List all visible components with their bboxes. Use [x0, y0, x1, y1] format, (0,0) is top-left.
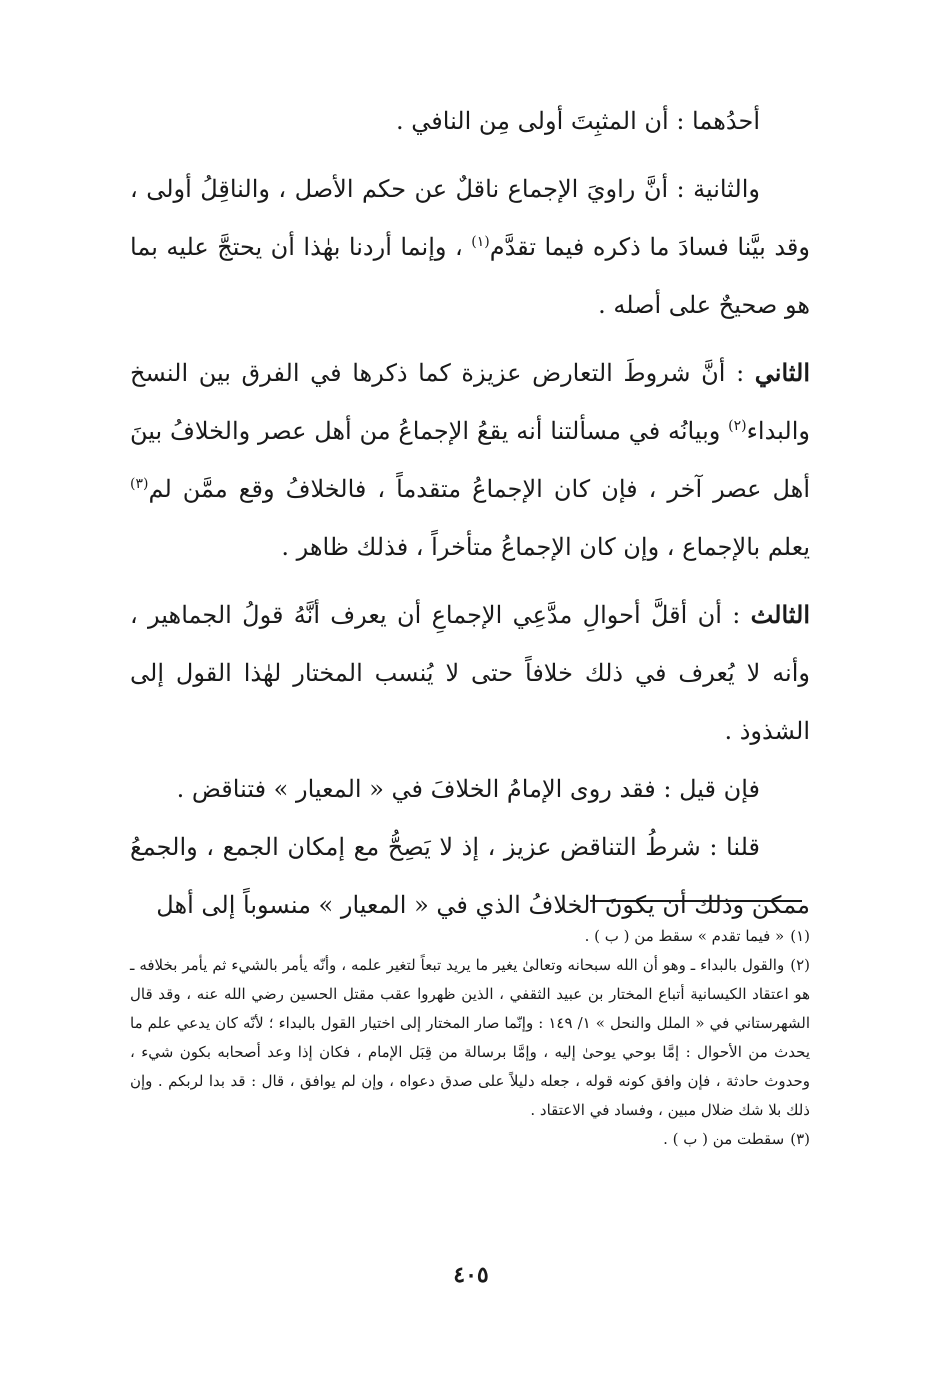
paragraph-1 — [130, 92, 810, 150]
paragraph-text: فإن قيل : فقد روى الإمامُ الخلافَ في « المعيار » فتناقض . — [176, 775, 760, 803]
section-lead: الثالث — [750, 600, 810, 629]
footnote-ref: (١) — [471, 234, 490, 250]
paragraph-text: : أنَّ شروطَ التعارض عزيزة كما ذكرها في الفرق بين النسخ والبداء — [130, 359, 810, 445]
paragraph-text: : أن أقلَّ أحوالِ مدَّعِي الإجماعِ أن يعرف أنَّهُ قولُ الجماهير ، وأنه لا يُعرف في ذلك خلافاً حتى لا يُنسب المختار لهٰذا القول إلى الشذوذ . — [130, 601, 810, 745]
paragraph-text: ، وإنما أردنا بهٰذا أن يحتجَّ عليه بما هو صحيحٌ على أصله . — [130, 233, 810, 319]
footnote-1 — [130, 922, 810, 951]
footnote-divider — [590, 900, 802, 902]
paragraph-5 — [130, 760, 810, 818]
footnote-text: « فيما تقدم » سقط من ( ب ) . — [584, 927, 785, 945]
page-number: ٤٠٥ — [453, 1262, 489, 1288]
footnote-text: والقول بالبداء ـ وهو أن الله سبحانه وتعالىٰ يغير ما يريد تبعاً لتغير علمه ، وأنّه يأمر بالشيء ثم يأمر بخلافه ـ هو اعتقاد الكيسانية أتباع المختار بن عبيد الثقفي ، الذين ظهروا عقب مقتل الحسين رضي الله عنه ، وقد قال الشهرستاني في « الملل والنحل » ١/ ١٤٩ : وإنّما صار المختار إلى اختيار القول بالبداء ؛ لأنّه كان يدعي علم ما يحدث من الأحوال : إمَّا بوحي يوحىٰ إليه ، وإمَّا برسالة من قِبَل الإمام ، فكان إذا وعد أصحابه بكون شيء ، وحدوث حادثة ، فإن وافق كونه قوله ، جعله دليلاً على صدق دعواه ، وإن لم يوافق ، قال : قد بدا لربكم . وإن ذلك بلا شك ضلال مبين ، وفساد في الاعتقاد . — [130, 956, 810, 1119]
footnote-3 — [130, 1125, 810, 1154]
paragraph-text: والثانية : أنَّ راويَ الإجماع ناقلٌ عن حكم الأصل ، والناقِلُ أولى ، وقد بيَّنا فسادَ ما ذكره فيما تقدَّم — [130, 175, 810, 261]
paragraph-text: أحدُهما : أن المثبِتَ أولى مِن النافي . — [396, 107, 760, 135]
footnote-text: سقطت من ( ب ) . — [663, 1130, 785, 1148]
paragraph-text: قلنا : شرطُ التناقض عزيز ، إذ لا يَصِحُّ مع إمكان الجمع ، والجمعُ ممكن وذلك أن يكونَ الخلافُ الذي في « المعيار » منسوباً إلى أهل — [130, 833, 810, 919]
footnote-number: (٢) — [790, 956, 810, 974]
paragraph-text: وبيانُه في مسألتنا أنه يقعُ الإجماعُ من أهل عصر والخلافُ بينَ أهل عصر آخر ، فإن كان الإجماعُ متقدماً ، فالخلافُ وقع ممَّن لم — [130, 417, 810, 503]
paragraph-3 — [130, 344, 810, 576]
paragraph-text: يعلم بالإجماع ، وإن كان الإجماعُ متأخراً ، فذلك ظاهر . — [281, 533, 810, 561]
footnote-number: (١) — [790, 927, 810, 945]
section-lead: الثاني — [754, 358, 810, 387]
footnote-2 — [130, 951, 810, 1125]
main-text — [130, 92, 810, 934]
footnotes — [130, 922, 810, 1154]
paragraph-2 — [130, 160, 810, 334]
footnote-number: (٣) — [790, 1130, 810, 1148]
paragraph-4 — [130, 586, 810, 760]
footnote-ref: (٢) — [728, 418, 747, 434]
footnote-ref: (٣) — [130, 476, 149, 492]
paragraph-6 — [130, 818, 810, 934]
